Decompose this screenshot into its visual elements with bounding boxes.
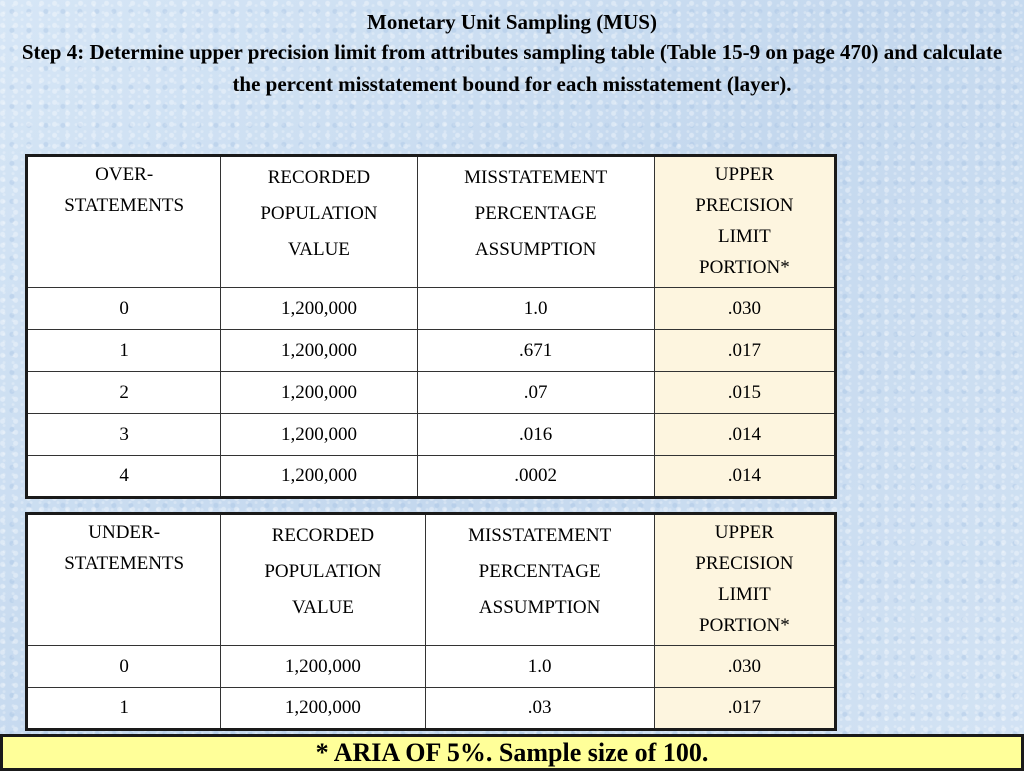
table-row: 0 1,200,000 1.0 .030 [27,646,836,688]
header-misstatement-percentage-assumption: MISSTATEMENT PERCENTAGE ASSUMPTION [425,514,654,646]
step-description: Step 4: Determine upper precision limit from attributes sampling table (Table 15-9 on page 470) and calculate the percent misstatement bound for each misstatement (layer). [21,40,1003,96]
table-row: 3 1,200,000 .016 .014 [27,414,836,456]
understatements-table [25,512,837,731]
table-row: 1 1,200,000 .671 .017 [27,330,836,372]
understatements-header-row [27,514,836,646]
header-upper-precision-limit-portion: UPPER PRECISION LIMIT PORTION* [654,514,835,646]
table-row: 2 1,200,000 .07 .015 [27,372,836,414]
header-recorded-population-value: RECORDED POPULATION VALUE [221,514,425,646]
header-overstatements: OVER- STATEMENTS [27,156,221,288]
header-upper-precision-limit-portion: UPPER PRECISION LIMIT PORTION* [654,156,835,288]
table-row: 0 1,200,000 1.0 .030 [27,288,836,330]
header-misstatement-percentage-assumption: MISSTATEMENT PERCENTAGE ASSUMPTION [417,156,654,288]
overstatements-header-row [27,156,836,288]
table-row: 4 1,200,000 .0002 .014 [27,456,836,498]
slide-header [0,8,1024,100]
overstatements-table [25,154,837,499]
aria-footnote: * ARIA OF 5%. Sample size of 100. [0,734,1024,771]
table-row: 1 1,200,000 .03 .017 [27,688,836,730]
header-understatements: UNDER- STATEMENTS [27,514,221,646]
slide-title: Monetary Unit Sampling (MUS) [367,10,657,34]
header-recorded-population-value: RECORDED POPULATION VALUE [221,156,417,288]
